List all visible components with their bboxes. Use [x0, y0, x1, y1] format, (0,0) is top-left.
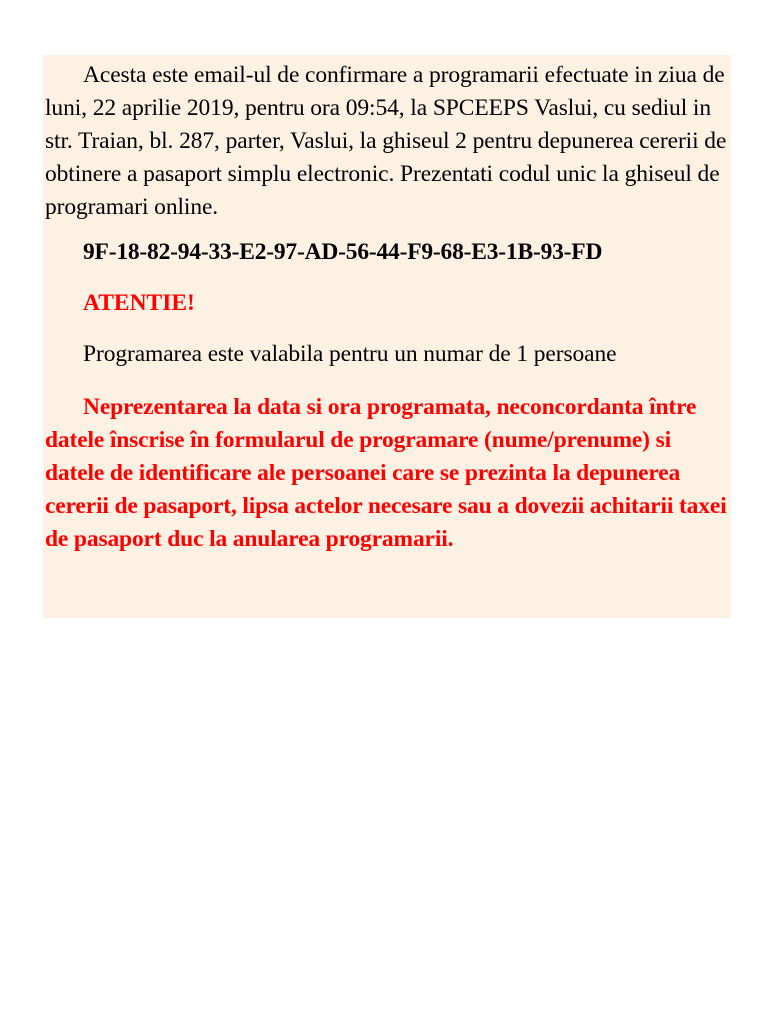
warning-paragraph: Neprezentarea la data si ora programata, neconcordanta între datele înscrise în formularul de programare (nume/prenume) si datele de identificare ale persoanei care se prezinta la depunerea cererii de pasaport, lipsa actelor necesare sau a dovezii achitarii taxei de pasaport duc la anularea programarii.	[45, 394, 727, 552]
warning-title: ATENTIE!	[83, 290, 195, 316]
intro-paragraph: Acesta este email-ul de confirmare a programarii efectuate in ziua de luni, 22 aprilie 2019, pentru ora 09:54, la SPCEEPS Vaslui, cu sediul in str. Traian, bl. 287, parter, Vaslui, la ghiseul 2 pentru depunerea cererii de obtinere a pasaport simplu electronic. Prezentati codul unic la ghiseul de programari online.	[45, 62, 727, 220]
validity-text: Programarea este valabila pentru un numar de 1 persoane	[83, 341, 617, 367]
unique-code: 9F-18-82-94-33-E2-97-AD-56-44-F9-68-E3-1B-93-FD	[83, 239, 603, 265]
confirmation-email-block	[43, 55, 731, 618]
